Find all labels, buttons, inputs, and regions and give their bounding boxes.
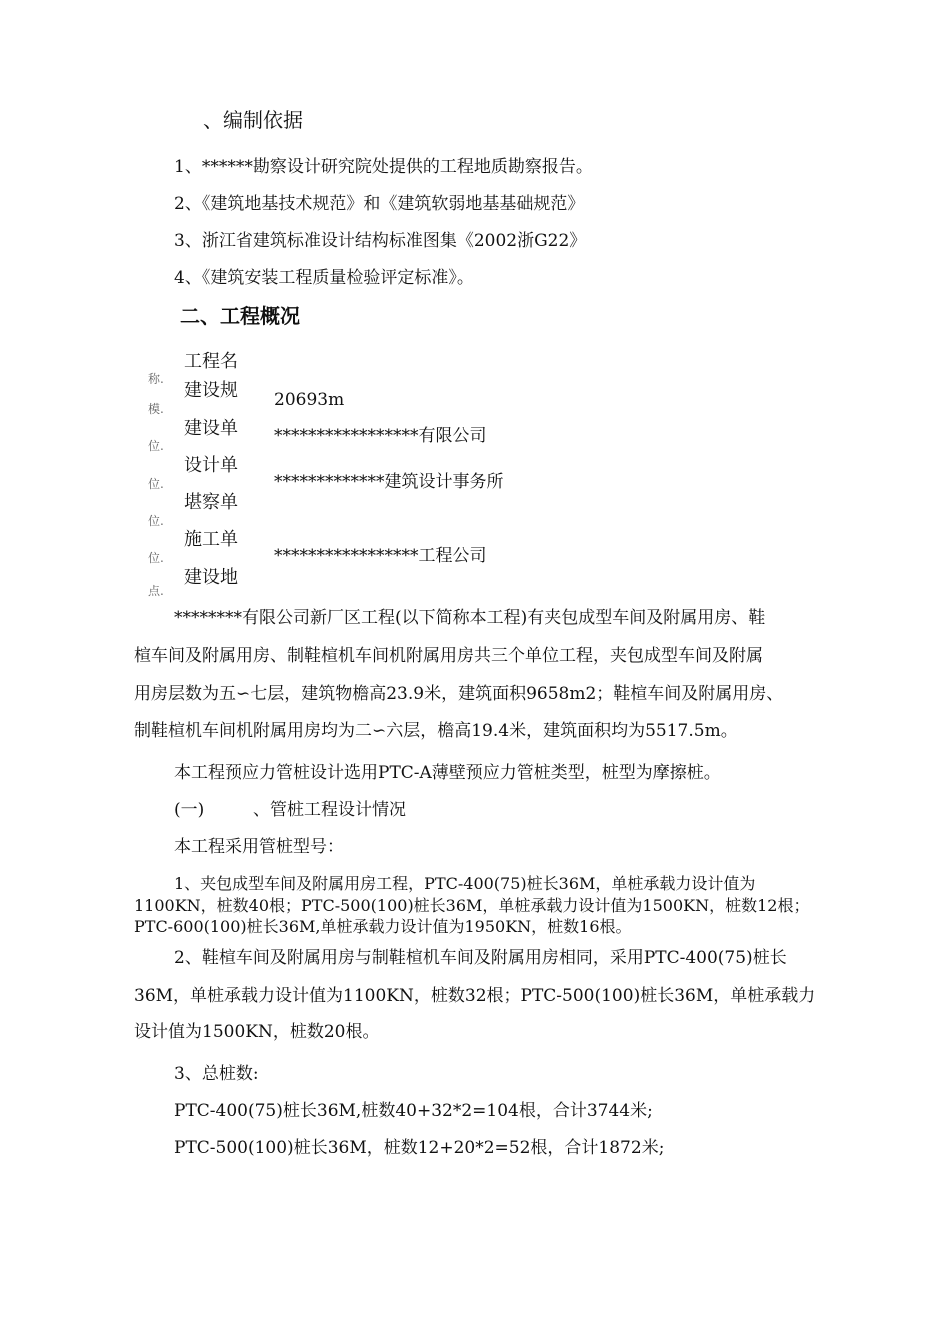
overview-label-scale: 建设规 xyxy=(184,380,238,401)
overview-value-designer: *************建筑设计事务所 xyxy=(274,472,504,492)
pile-intro: 本工程采用管桩型号： xyxy=(174,837,344,857)
section-heading-overview: 二、工程概况 xyxy=(180,304,300,328)
overview-value-scale: 20693m xyxy=(274,390,345,410)
side-mark: 位. xyxy=(148,551,164,565)
pile-item-1-line: 1、夹包成型车间及附属用房工程，PTC-400(75)桩长36M，单桩承载力设计值为 xyxy=(174,874,756,893)
side-mark: 点. xyxy=(148,584,164,598)
overview-label-location: 建设地 xyxy=(184,567,238,588)
side-mark: 称. xyxy=(148,372,164,386)
pile-type-paragraph: 本工程预应力管桩设计选用PTC-A薄壁预应力管桩类型，桩型为摩擦桩。 xyxy=(174,763,721,783)
pile-item-1-line: PTC-600(100)桩长36M,单桩承载力设计值为1950KN，桩数16根。 xyxy=(134,917,632,936)
overview-label-project-name: 工程名 xyxy=(184,351,238,372)
subheading-pile-design: 、管桩工程设计情况 xyxy=(253,800,406,820)
basis-item-1: 1、******勘察设计研究院处提供的工程地质勘察报告。 xyxy=(174,157,593,177)
pile-item-2-line: 36M，单桩承载力设计值为1100KN，桩数32根；PTC-500(100)桩长36M，单桩承载力 xyxy=(134,986,816,1006)
pile-item-2-line: 设计值为1500KN，桩数20根。 xyxy=(134,1022,380,1042)
pile-total-line: PTC-400(75)桩长36M,桩数40+32*2=104根，合计3744米; xyxy=(174,1101,653,1121)
overview-label-owner: 建设单 xyxy=(184,418,238,439)
pile-total-line: PTC-500(100)桩长36M，桩数12+20*2=52根，合计1872米; xyxy=(174,1138,665,1158)
overview-label-surveyor: 堪察单 xyxy=(184,492,238,513)
overview-paragraph-line: 用房层数为五∽七层，建筑物檐高23.9米，建筑面积9658m2；鞋楦车间及附属用房、 xyxy=(134,684,784,704)
pile-item-2-line: 2、鞋楦车间及附属用房与制鞋楦机车间及附属用房相同，采用PTC-400(75)桩长 xyxy=(174,948,787,968)
overview-paragraph-line: ********有限公司新厂区工程(以下简称本工程)有夹包成型车间及附属用房、鞋 xyxy=(174,608,766,628)
side-mark: 位. xyxy=(148,514,164,528)
subheading-number: (一) xyxy=(174,800,205,820)
section-heading-basis: 、编制依据 xyxy=(203,108,303,132)
pile-item-1-line: 1100KN，桩数40根；PTC-500(100)桩长36M，单桩承载力设计值为1500KN，桩数12根； xyxy=(134,896,810,915)
overview-paragraph-line: 楦车间及附属用房、制鞋楦机车间机附属用房共三个单位工程，夹包成型车间及附属 xyxy=(134,646,763,666)
basis-item-2: 2、《建筑地基技术规范》和《建筑软弱地基基础规范》 xyxy=(174,194,585,214)
side-mark: 模. xyxy=(148,402,164,416)
side-mark: 位. xyxy=(148,439,164,453)
overview-label-designer: 设计单 xyxy=(184,455,238,476)
overview-value-contractor: *****************工程公司 xyxy=(274,546,487,566)
overview-paragraph-line: 制鞋楦机车间机附属用房均为二∽六层，檐高19.4米，建筑面积均为5517.5m。 xyxy=(134,721,738,741)
overview-label-contractor: 施工单 xyxy=(184,529,238,550)
basis-item-3: 3、浙江省建筑标准设计结构标准图集《2002浙G22》 xyxy=(174,231,587,251)
side-mark: 位. xyxy=(148,477,164,491)
overview-value-owner: *****************有限公司 xyxy=(274,426,487,446)
basis-item-4: 4、《建筑安装工程质量检验评定标准》。 xyxy=(174,268,474,288)
pile-total-title: 3、总桩数: xyxy=(174,1064,259,1084)
